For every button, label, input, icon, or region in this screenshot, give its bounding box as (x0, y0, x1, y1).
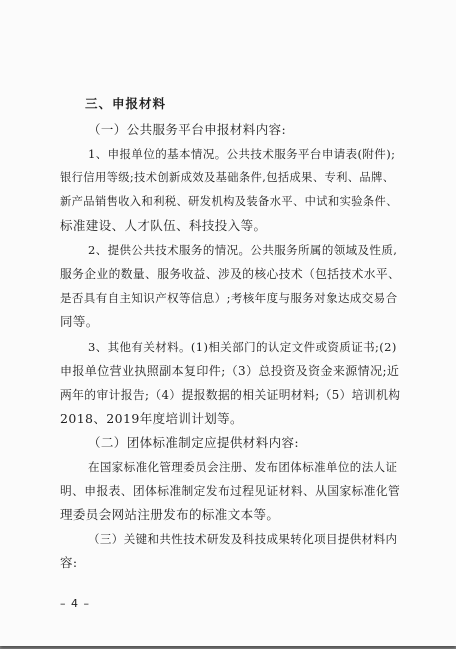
item-1-line-4: 标准建设、人才队伍、科技投入等。 (60, 218, 267, 233)
item-1-line-2: 银行信用等级;技术创新成效及基础条件,包括成果、专利、品牌、 (60, 171, 395, 184)
item-1-line-3: 新产品销售收入和利税、研发机构及装备水平、中试和实验条件、 (60, 195, 398, 208)
item-3-line-2: 申报单位营业执照副本复印件;（3）总投资及资金来源情况;近 (60, 364, 400, 378)
subsection-1-heading: （一）公共服务平台申报材料内容: (88, 122, 287, 137)
section-heading: 三、申报材料 (85, 96, 167, 111)
item-2-line-3: 是否具有自主知识产权等信息）;考核年度与服务对象达成交易合 (60, 291, 398, 305)
subsection-2-heading: （二）团体标准制定应提供材料内容: (88, 435, 300, 450)
subsection-3-heading: （三）关键和共性技术研发及科技成果转化项目提供材料内 (88, 532, 398, 546)
item-2-line-1: 2、提供公共技术服务的情况。公共服务所属的领域及性质, (88, 243, 398, 257)
item-3-line-4: 2018、2019年度培训计划等。 (60, 411, 243, 426)
subsection-3-heading-cont: 容: (60, 555, 78, 570)
item-2-line-2: 服务企业的数量、服务收益、涉及的核心技术（包括技术水平、 (60, 267, 401, 281)
page-number: – 4 – (60, 597, 90, 610)
item-2-line-4: 同等。 (60, 314, 99, 329)
item-1-line-1: 1、申报单位的基本情况。公共技术服务平台申请表(附件); (88, 147, 396, 161)
subsection-2-line-1: 在国家标准化管理委员会注册、发布团体标准单位的法人证 (88, 460, 398, 474)
item-3-line-3: 两年的审计报告;（4）提报数据的相关证明材料;（5）培训机构 (60, 388, 401, 402)
subsection-2-line-2: 明、申报表、团体标准制定发布过程见证材料、从国家标准化管 (60, 484, 401, 498)
item-3-line-1: 3、其他有关材料。(1)相关部门的认定文件或资质证书;(2) (88, 340, 397, 354)
subsection-2-line-3: 理委员会网站注册发布的标准文本等。 (60, 507, 280, 522)
